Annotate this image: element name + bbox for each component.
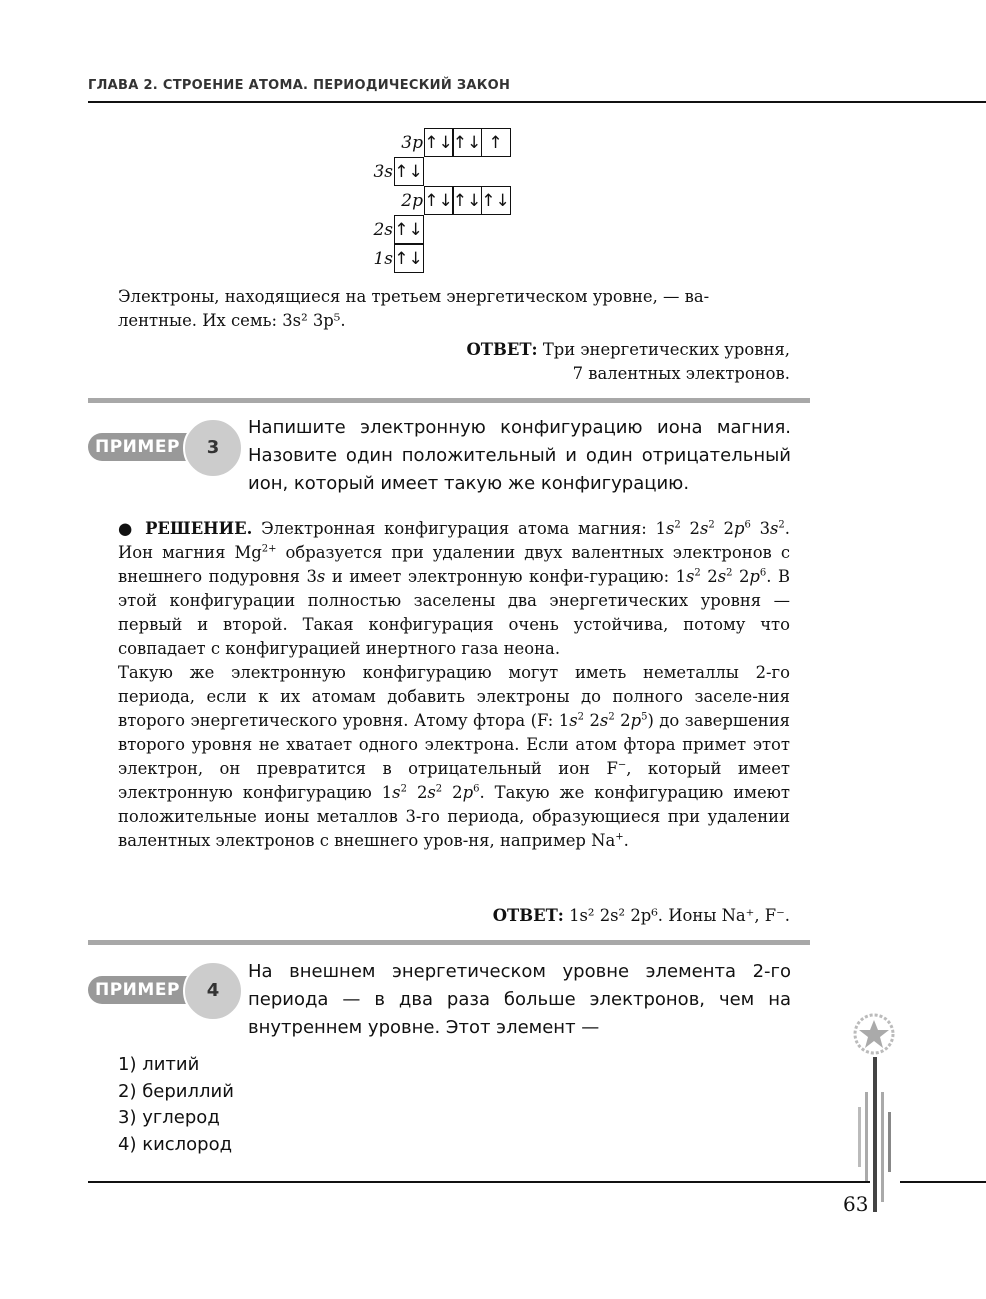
- orbital-row-2p: [395, 186, 511, 215]
- intro-answer: [118, 338, 790, 386]
- solution-label: ● РЕШЕНИЕ.: [118, 519, 253, 538]
- section-separator: [88, 940, 810, 945]
- option-item[interactable]: 4) кислород: [118, 1133, 233, 1155]
- example-badge-label: ПРИМЕР: [88, 976, 203, 1004]
- orbital-cell: ↑↓: [481, 186, 511, 215]
- orbital-cell: ↑↓: [452, 128, 482, 157]
- option-item[interactable]: 2) бериллий: [118, 1080, 234, 1102]
- option-item[interactable]: 1) литий: [118, 1054, 200, 1075]
- example-number: 4: [183, 961, 243, 1021]
- example-3-badge: [88, 430, 238, 464]
- orbital-cell: ↑↓: [394, 157, 424, 186]
- orbital-label: 2p: [401, 190, 423, 211]
- header-rule: [88, 101, 986, 103]
- footer-rule: [900, 1181, 986, 1183]
- example-3-answer: [118, 904, 790, 928]
- intro-line-1: Электроны, находящиеся на третьем энергетическом уровне, — ва-: [118, 287, 710, 306]
- orbital-row-1s: [365, 244, 424, 273]
- orbital-cell: ↑↓: [424, 128, 454, 157]
- answer-text: 1s² 2s² 2p⁶. Ионы Na⁺, F⁻.: [569, 906, 790, 925]
- section-separator: [88, 398, 810, 403]
- option-item[interactable]: 3) углерод: [118, 1107, 220, 1128]
- answer-options: [118, 1052, 234, 1158]
- chapter-header: ГЛАВА 2. СТРОЕНИЕ АТОМА. ПЕРИОДИЧЕСКИЙ ЗАКОН: [88, 78, 511, 93]
- page-number: 63: [843, 1192, 869, 1216]
- orbital-label: 3p: [401, 132, 423, 153]
- intro-paragraph: [118, 285, 790, 333]
- example-4-badge: [88, 973, 238, 1007]
- orbital-row-3p: [395, 128, 511, 157]
- orbital-cell: ↑↓: [394, 215, 424, 244]
- orbital-cell: ↑: [481, 128, 511, 157]
- answer-label: ОТВЕТ:: [466, 340, 538, 359]
- orbital-cell: ↑↓: [424, 186, 454, 215]
- answer-label: ОТВЕТ:: [492, 906, 564, 925]
- example-badge-label: ПРИМЕР: [88, 433, 203, 461]
- orbital-row-2s: [365, 215, 424, 244]
- example-number: 3: [183, 418, 243, 478]
- example-3-task: Напишите электронную конфигурацию иона магния. Назовите один положительный и один отрицательный ион, который имеет такую же конфигурацию.: [248, 417, 791, 494]
- star-laurel-icon: [846, 1012, 906, 1222]
- orbital-cell: ↑↓: [452, 186, 482, 215]
- example-3-solution: ● РЕШЕНИЕ. Электронная конфигурация атома магния: $1s^2$ $2s^2$ $2p^6$ $3s^2$. Ион магния $Mg^{2+}$ образуется при удалении двух валентных электронов с внешнего подуровня 3s и имеет электронную конфи-гурацию: $1s^2$ $2s^2$ $2p^6$. В этой конфигурации полностью заселены два энергетических уровня — первый и второй. Такая конфигурация очень устойчива, потому что совпадает с конфигурацией инертного газа неона. Такую же электронную конфигурацию могут иметь неметаллы 2-го периода, если к их атомам добавить электроны до полного заселе-ния второго энергетического уровня. Атому фтора (F: $1s^2$ $2s^2$ $2p^5$) до завершения второго уровня не хватает одного электрона. Если атом фтора примет этот электрон, он превратится в отрицательный ион F−, который имеет электронную конфигурацию $1s^2$ $2s^2$ $2p^6$. Такую же конфигурацию имеют положительные ионы металлов 3-го периода, образующиеся при удалении валентных электронов с внешнего уров-ня, например Na+.: [118, 519, 791, 850]
- answer-line-2: 7 валентных электронов.: [572, 364, 790, 383]
- orbital-label: 1s: [373, 248, 393, 269]
- orbital-row-3s: [365, 157, 424, 186]
- example-4-task: На внешнем энергетическом уровне элемента 2-го периода — в два раза больше электронов, чем на внутреннем уровне. Этот элемент —: [248, 961, 791, 1038]
- orbital-cell: ↑↓: [394, 244, 424, 273]
- orbital-label: 3s: [373, 161, 393, 182]
- footer-rule: [88, 1181, 870, 1183]
- answer-line-1: Три энергетических уровня,: [542, 340, 790, 359]
- orbital-label: 2s: [373, 219, 393, 240]
- intro-line-2: лентные. Их семь: 3s² 3p⁵.: [118, 311, 346, 330]
